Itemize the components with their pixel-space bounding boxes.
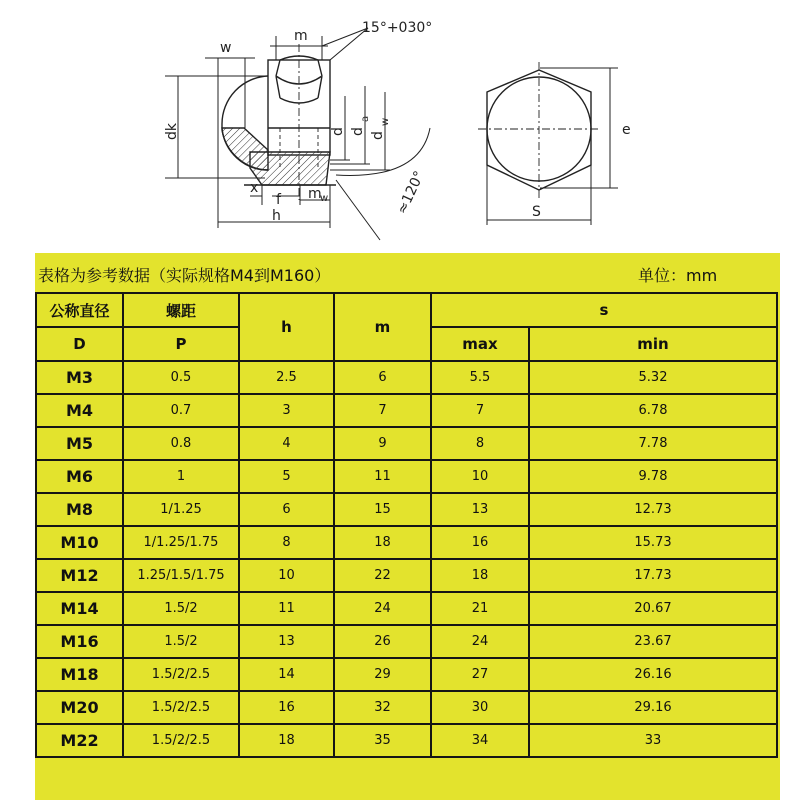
cell-m: 15 [334,493,431,526]
cell-s-max: 18 [431,559,529,592]
cell-h: 8 [239,526,334,559]
label-h: h [272,208,281,224]
cell-d: M3 [36,361,123,394]
label-f: f [276,192,281,208]
cell-h: 6 [239,493,334,526]
cell-h: 16 [239,691,334,724]
cell-p: 1.5/2/2.5 [123,724,239,757]
cell-m: 24 [334,592,431,625]
header-D: D [36,327,123,361]
cell-p: 1.5/2 [123,592,239,625]
cell-s-max: 30 [431,691,529,724]
table-title: 表格为参考数据（实际规格M4到M160） [38,266,331,285]
cell-h: 18 [239,724,334,757]
label-dw-sub: w [380,117,391,126]
cell-d: M12 [36,559,123,592]
cell-h: 4 [239,427,334,460]
cell-d: M10 [36,526,123,559]
table-row [36,592,777,625]
cell-p: 1.5/2 [123,625,239,658]
cell-m: 29 [334,658,431,691]
label-angle-bottom: ≈120° [394,168,428,217]
cell-d: M4 [36,394,123,427]
label-w: w [220,40,232,56]
side-view [222,44,336,200]
cell-m: 22 [334,559,431,592]
cell-s-max: 10 [431,460,529,493]
label-angle-top: 15°+030° [362,20,433,36]
table-row [36,460,777,493]
cell-h: 14 [239,658,334,691]
cell-d: M18 [36,658,123,691]
header-s-min: min [529,327,777,361]
cell-h: 5 [239,460,334,493]
cell-s-min: 15.73 [529,526,777,559]
table-row [36,724,777,757]
cell-s-max: 34 [431,724,529,757]
table-caption [35,253,780,292]
cell-p: 0.5 [123,361,239,394]
cell-h: 13 [239,625,334,658]
label-mw-sub: w [320,193,329,204]
label-dk: dk [164,123,180,140]
cell-s-min: 29.16 [529,691,777,724]
cell-d: M14 [36,592,123,625]
header-h: h [239,293,334,361]
cell-p: 0.8 [123,427,239,460]
label-da-sub: a [360,115,371,122]
table-row [36,625,777,658]
cell-p: 1.25/1.5/1.75 [123,559,239,592]
cell-s-min: 26.16 [529,658,777,691]
cell-s-max: 8 [431,427,529,460]
cell-s-max: 24 [431,625,529,658]
table-row [36,394,777,427]
header-row-1 [36,293,777,327]
cell-s-min: 12.73 [529,493,777,526]
cell-s-max: 21 [431,592,529,625]
cell-d: M22 [36,724,123,757]
cell-s-min: 5.32 [529,361,777,394]
label-m: m [294,28,308,44]
cell-m: 26 [334,625,431,658]
side-labels [164,20,432,224]
table-row [36,559,777,592]
cell-h: 10 [239,559,334,592]
cell-d: M6 [36,460,123,493]
cell-m: 6 [334,361,431,394]
cell-p: 1.5/2/2.5 [123,691,239,724]
cell-m: 7 [334,394,431,427]
cell-s-min: 17.73 [529,559,777,592]
header-s: s [431,293,777,327]
table-row [36,493,777,526]
cell-m: 35 [334,724,431,757]
table-row [36,427,777,460]
cell-s-max: 7 [431,394,529,427]
label-dw: d [370,131,386,140]
spec-table [35,253,780,800]
cell-m: 32 [334,691,431,724]
cell-p: 0.7 [123,394,239,427]
cell-d: M16 [36,625,123,658]
cell-h: 3 [239,394,334,427]
label-da: d [350,127,366,136]
cell-s-max: 27 [431,658,529,691]
cell-s-min: 7.78 [529,427,777,460]
cell-p: 1.5/2/2.5 [123,658,239,691]
label-e: e [622,122,631,138]
cell-m: 9 [334,427,431,460]
header-m: m [334,293,431,361]
cell-h: 2.5 [239,361,334,394]
cell-s-max: 16 [431,526,529,559]
table-row [36,361,777,394]
header-pitch: 螺距 [123,293,239,327]
cell-s-max: 5.5 [431,361,529,394]
cell-p: 1/1.25 [123,493,239,526]
cap-nut-technical-drawing [0,0,800,250]
cell-s-min: 23.67 [529,625,777,658]
cell-h: 11 [239,592,334,625]
cell-p: 1/1.25/1.75 [123,526,239,559]
cell-s-min: 20.67 [529,592,777,625]
table-row [36,658,777,691]
cell-d: M5 [36,427,123,460]
cell-s-min: 33 [529,724,777,757]
cell-p: 1 [123,460,239,493]
cell-s-min: 9.78 [529,460,777,493]
spec-grid [35,292,778,758]
cell-m: 18 [334,526,431,559]
header-s-max: max [431,327,529,361]
table-row [36,526,777,559]
label-x: x [250,180,259,196]
cell-s-min: 6.78 [529,394,777,427]
header-P: P [123,327,239,361]
table-row [36,691,777,724]
cell-m: 11 [334,460,431,493]
table-unit: 单位：mm [638,266,718,285]
cell-d: M8 [36,493,123,526]
label-mw: m [308,186,322,202]
cell-s-max: 13 [431,493,529,526]
header-nominal-diameter: 公称直径 [36,293,123,327]
label-d: d [330,127,346,136]
cell-d: M20 [36,691,123,724]
label-s: S [532,204,541,220]
top-view [478,62,618,225]
